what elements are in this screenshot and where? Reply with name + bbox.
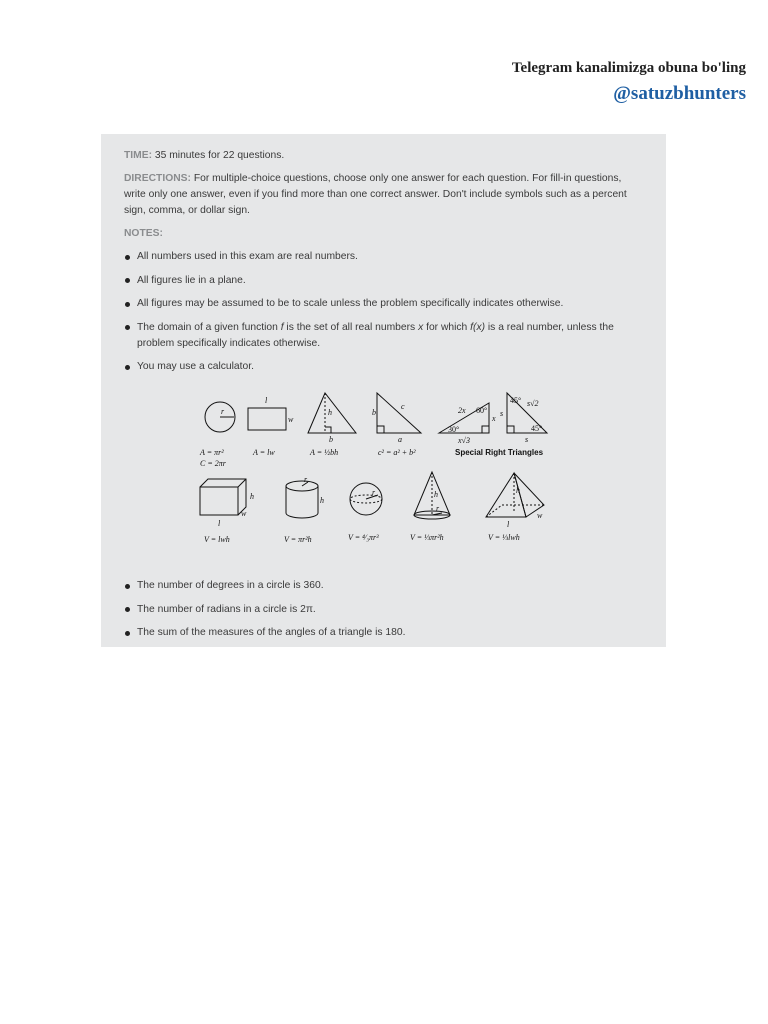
fact-item: The number of degrees in a circle is 360. (124, 578, 643, 594)
formula-circle-circumference: C = 2πr (200, 459, 226, 468)
rectangle-shape (248, 408, 286, 430)
label-w: w (288, 415, 294, 424)
fact-item: The sum of the measures of the angles of a triangle is 180. (124, 625, 643, 641)
box-edge (238, 479, 246, 487)
note-text: for which (423, 321, 471, 333)
note-text: is a real number, unless the problem specifically indicates otherwise. (137, 321, 614, 349)
label-b: b (372, 408, 376, 417)
label-s: s (500, 409, 504, 418)
formula-circle-area: A = πr² (200, 448, 224, 457)
formula-pyramid-volume: V = ⅓lwh (488, 533, 520, 542)
note-item: All figures lie in a plane. (124, 273, 643, 289)
box-top-side (200, 479, 246, 515)
label-b: b (329, 435, 333, 444)
note-item-domain (124, 320, 643, 352)
label-x: x (492, 414, 496, 423)
label-45: 45° (510, 396, 522, 405)
telegram-header (512, 60, 746, 105)
label-s: s (525, 435, 529, 444)
note-item: You may use a calculator. (124, 359, 643, 375)
triangle-shape (308, 393, 356, 433)
label-s2: s√2 (527, 399, 539, 408)
formula-sphere-volume: V = ⁴⁄₃πr³ (348, 533, 379, 542)
label-h: h (250, 492, 254, 501)
right-angle-mark (377, 426, 384, 433)
label-r: r (436, 504, 440, 513)
time-paragraph (124, 148, 643, 164)
label-r: r (304, 475, 308, 484)
test-instructions-panel (101, 134, 666, 647)
formula-rectangle-area: A = lw (253, 448, 275, 457)
time-text: 35 minutes for 22 questions. (154, 150, 285, 161)
label-r: r (372, 488, 376, 497)
box-front (200, 487, 238, 515)
label-c: c (401, 402, 405, 411)
cylinder-bottom (286, 513, 318, 518)
reference-figures (124, 387, 643, 570)
special-right-triangles-label: Special Right Triangles (455, 448, 544, 457)
label-h: h (328, 408, 332, 417)
label-w: w (241, 509, 247, 518)
formula-cylinder-volume: V = πr²h (284, 535, 312, 544)
math-f: f (280, 321, 284, 333)
label-r: r (221, 407, 225, 416)
notes-label: NOTES: (124, 228, 163, 239)
label-l: l (218, 519, 221, 528)
notes-heading (124, 226, 643, 242)
time-label: TIME: (124, 150, 153, 161)
label-60: 60° (476, 406, 488, 415)
note-text: The domain of a given function (137, 321, 281, 333)
directions-label: DIRECTIONS: (124, 173, 191, 184)
formula-box-volume: V = lwh (204, 535, 230, 544)
note-item: All numbers used in this exam are real numbers. (124, 249, 643, 265)
label-w: w (537, 511, 543, 520)
reference-figures-drawing (196, 387, 556, 570)
directions-text: For multiple-choice questions, choose only one answer for each question. For fill-in questions, write only one answer, even if you find more than one correct answer. Don't include symbols such as a percent sign, comma, or dollar sign. (124, 173, 627, 216)
formula-triangle-area: A = ½bh (310, 448, 339, 457)
math-x: x (418, 321, 424, 333)
right-angle-mark (325, 427, 331, 433)
notes-list (124, 249, 643, 375)
label-2x: 2x (458, 406, 466, 415)
telegram-channel-handle: @satuzbhunters (613, 83, 746, 104)
label-h: h (320, 496, 324, 505)
label-h: h (516, 486, 520, 495)
right-angle-mark (482, 426, 489, 433)
label-l: l (265, 396, 268, 405)
label-45: 45° (531, 424, 543, 433)
formula-cone-volume: V = ⅓πr²h (410, 533, 444, 542)
label-x3: x√3 (458, 436, 470, 445)
label-h: h (434, 490, 438, 499)
note-text: is the set of all real numbers (283, 321, 419, 333)
math-fx: f(x) (470, 321, 486, 333)
formula-pythagorean: c² = a² + b² (378, 448, 416, 457)
label-l: l (507, 520, 510, 529)
directions-paragraph (124, 171, 643, 219)
telegram-subscribe-text: Telegram kanalimizga obuna bo'ling (511, 60, 746, 76)
fact-item: The number of radians in a circle is 2π. (124, 602, 643, 618)
right-angle-mark (507, 426, 514, 433)
label-30: 30° (448, 425, 460, 434)
label-a: a (398, 435, 402, 444)
note-item: All figures may be assumed to be to scale unless the problem specifically indicates otherwise. (124, 296, 643, 312)
facts-list (124, 578, 643, 641)
